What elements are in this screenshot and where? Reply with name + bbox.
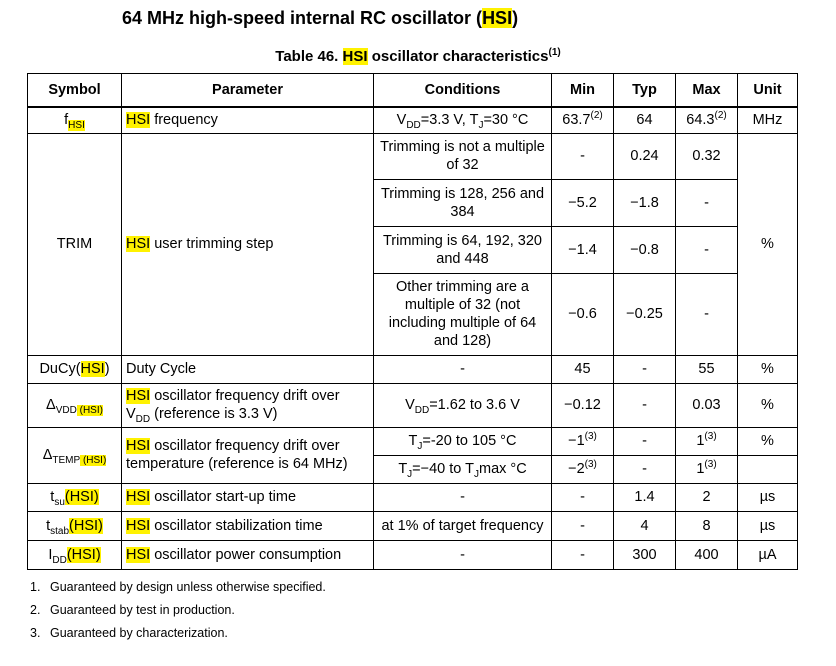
conditions-cell: Trimming is not a multiple of 32 (374, 133, 552, 179)
unit-cell: % (738, 383, 798, 427)
min-cell (552, 455, 614, 483)
cond-text: =−40 to T (412, 461, 474, 477)
footnote-text: Guaranteed by test in production. (50, 603, 235, 617)
conditions-cell (374, 383, 552, 427)
min-cell: - (552, 540, 614, 569)
footnote-ref: (3) (584, 431, 597, 443)
hsi-highlight: (HSI) (64, 489, 99, 505)
cond-subscript: J (417, 440, 423, 452)
typ-cell: 1.4 (614, 483, 676, 511)
footnote-number: 3. (30, 626, 41, 640)
symbol-text: f (64, 112, 69, 129)
symbol-text: Δ (42, 447, 53, 463)
hsi-highlight: (HSI) (66, 546, 101, 563)
parameter-text: oscillator start-up time (150, 489, 297, 505)
page-title-suffix: ) (512, 8, 519, 28)
hsi-highlight: HSI (126, 438, 151, 454)
typ-cell: −0.8 (614, 226, 676, 273)
symbol-subscript: TEMP (52, 454, 81, 466)
conditions-cell: Trimming is 128, 256 and 384 (374, 179, 552, 226)
footnote-ref: (3) (584, 459, 597, 471)
typ-cell: 4 (614, 511, 676, 540)
symbol-cell (28, 107, 122, 133)
footnote-ref: (3) (704, 459, 717, 471)
symbol-text: Δ (46, 397, 56, 413)
typ-cell: - (614, 383, 676, 427)
parameter-cell (122, 383, 374, 427)
header-conditions: Conditions (374, 74, 552, 108)
cond-text: T (408, 433, 418, 449)
footnote-ref: (2) (714, 110, 727, 122)
parameter-cell (122, 540, 374, 569)
table-caption (0, 48, 836, 65)
header-typ: Typ (614, 74, 676, 108)
cond-subscript: J (407, 468, 413, 480)
conditions-cell: - (374, 483, 552, 511)
hsi-highlight: HSI (126, 517, 151, 534)
min-cell: −5.2 (552, 179, 614, 226)
symbol-text: DuCy( (39, 361, 81, 377)
header-row (28, 74, 798, 108)
unit-cell: % (738, 133, 798, 355)
footnote-ref: (2) (590, 110, 603, 122)
conditions-cell: at 1% of target frequency (374, 511, 552, 540)
table-row (28, 355, 798, 383)
caption-footnote-ref: (1) (548, 47, 561, 58)
symbol-cell (28, 427, 122, 483)
parameter-text: temperature (reference is 64 MHz) (126, 456, 348, 472)
min-cell: - (552, 133, 614, 179)
page-title-highlight: HSI (482, 8, 513, 28)
typ-cell: 64 (614, 107, 676, 133)
parameter-text: oscillator stabilization time (150, 517, 323, 534)
parameter-cell (122, 133, 374, 355)
symbol-subscript: HSI (68, 120, 85, 132)
max-cell: - (676, 226, 738, 273)
parameter-cell (122, 427, 374, 483)
footnote-number: 2. (30, 603, 41, 617)
parameter-text: V (126, 406, 136, 422)
parameter-text: oscillator frequency drift over (150, 438, 340, 454)
max-cell: - (676, 273, 738, 355)
min-cell: −1.4 (552, 226, 614, 273)
max-cell: 2 (676, 483, 738, 511)
header-parameter: Parameter (122, 74, 374, 108)
cond-text: max °C (478, 461, 527, 477)
table-row (28, 483, 798, 511)
hsi-characteristics-table (27, 73, 798, 570)
symbol-subscript-hsi: (HSI) (80, 454, 107, 466)
hsi-highlight: HSI (126, 546, 151, 563)
symbol-cell (28, 511, 122, 540)
symbol-cell (28, 383, 122, 427)
min-value: −1 (568, 433, 585, 449)
footnote-number: 1. (30, 580, 41, 594)
min-cell: 45 (552, 355, 614, 383)
unit-cell: µs (738, 511, 798, 540)
max-value: 1 (696, 433, 705, 449)
symbol-text: t (50, 489, 55, 505)
symbol-text: I (48, 546, 53, 563)
cond-text: =30 °C (483, 112, 529, 129)
parameter-text: oscillator frequency drift over (150, 388, 340, 404)
symbol-cell (28, 540, 122, 569)
header-max: Max (676, 74, 738, 108)
unit-cell: MHz (738, 107, 798, 133)
footnote-item (30, 580, 326, 603)
min-cell: - (552, 483, 614, 511)
symbol-cell: TRIM (28, 133, 122, 355)
parameter-cell: Duty Cycle (122, 355, 374, 383)
typ-cell: - (614, 427, 676, 455)
page-title-prefix: 64 MHz high-speed internal RC oscillator ( (122, 8, 483, 28)
footnote-item (30, 603, 326, 626)
unit-cell: µs (738, 483, 798, 511)
caption-highlight: HSI (342, 48, 368, 65)
symbol-cell (28, 483, 122, 511)
unit-cell: % (738, 355, 798, 383)
typ-cell: 0.24 (614, 133, 676, 179)
max-cell (676, 427, 738, 455)
table-row (28, 383, 798, 427)
max-value: 1 (696, 461, 705, 477)
cond-text: =1.62 to 3.6 V (429, 397, 520, 413)
max-value: 64.3 (686, 112, 715, 129)
cond-text: =-20 to 105 °C (422, 433, 517, 449)
symbol-subscript: DD (52, 554, 67, 566)
symbol-text: ) (104, 361, 110, 377)
table-row (28, 427, 798, 455)
cond-subscript: DD (414, 404, 430, 416)
table-row (28, 511, 798, 540)
hsi-highlight: HSI (126, 236, 151, 252)
table-row (28, 133, 798, 179)
max-cell: 400 (676, 540, 738, 569)
symbol-subscript: stab (50, 525, 70, 537)
cond-subscript: J (473, 468, 479, 480)
table-row (28, 540, 798, 569)
max-cell: 0.03 (676, 383, 738, 427)
unit-cell: µA (738, 540, 798, 569)
hsi-highlight: HSI (126, 112, 151, 129)
symbol-subscript: su (54, 496, 65, 508)
page-title (122, 8, 518, 29)
max-cell (676, 455, 738, 483)
min-value: 63.7 (562, 112, 591, 129)
typ-cell: −0.25 (614, 273, 676, 355)
parameter-text: user trimming step (150, 236, 274, 252)
unit-cell: % (738, 427, 798, 455)
cond-text: V (405, 397, 415, 413)
hsi-highlight: (HSI) (69, 517, 103, 534)
conditions-cell: Trimming is 64, 192, 320 and 448 (374, 226, 552, 273)
typ-cell: 300 (614, 540, 676, 569)
caption-suffix: oscillator characteristics (367, 48, 549, 65)
min-cell (552, 427, 614, 455)
cond-text: T (398, 461, 408, 477)
parameter-subscript: DD (135, 413, 151, 425)
conditions-cell: Other trimming are a multiple of 32 (not including multiple of 64 and 128) (374, 273, 552, 355)
hsi-highlight: HSI (80, 361, 105, 377)
header-min: Min (552, 74, 614, 108)
parameter-cell (122, 107, 374, 133)
footnote-ref: (3) (704, 431, 717, 443)
cond-text: =3.3 V, T (420, 112, 479, 129)
symbol-subscript-hsi: (HSI) (76, 404, 103, 416)
max-cell: - (676, 179, 738, 226)
typ-cell: - (614, 355, 676, 383)
min-cell: −0.6 (552, 273, 614, 355)
footnotes (30, 580, 326, 649)
conditions-cell: - (374, 355, 552, 383)
footnote-text: Guaranteed by characterization. (50, 626, 228, 640)
conditions-cell (374, 455, 552, 483)
typ-cell: - (614, 455, 676, 483)
caption-prefix: Table 46. (275, 48, 343, 65)
conditions-cell (374, 107, 552, 133)
parameter-text: frequency (150, 112, 218, 129)
conditions-cell (374, 427, 552, 455)
min-value: −2 (568, 461, 585, 477)
max-cell: 55 (676, 355, 738, 383)
parameter-cell (122, 483, 374, 511)
max-cell (676, 107, 738, 133)
hsi-highlight: HSI (126, 489, 151, 505)
typ-cell: −1.8 (614, 179, 676, 226)
hsi-highlight: HSI (126, 388, 151, 404)
footnote-text: Guaranteed by design unless otherwise specified. (50, 580, 326, 594)
min-cell (552, 107, 614, 133)
min-cell: - (552, 511, 614, 540)
min-cell: −0.12 (552, 383, 614, 427)
parameter-cell (122, 511, 374, 540)
parameter-text: oscillator power consumption (150, 546, 342, 563)
cond-text: V (396, 112, 407, 129)
header-symbol: Symbol (28, 74, 122, 108)
conditions-cell: - (374, 540, 552, 569)
symbol-text: t (46, 517, 51, 534)
cond-subscript: J (478, 120, 484, 132)
cond-subscript: DD (406, 120, 421, 132)
header-unit: Unit (738, 74, 798, 108)
parameter-text: (reference is 3.3 V) (150, 406, 278, 422)
footnote-item (30, 626, 326, 649)
symbol-subscript: VDD (55, 404, 77, 416)
table-row (28, 107, 798, 133)
unit-cell (738, 455, 798, 483)
max-cell: 8 (676, 511, 738, 540)
max-cell: 0.32 (676, 133, 738, 179)
symbol-cell (28, 355, 122, 383)
